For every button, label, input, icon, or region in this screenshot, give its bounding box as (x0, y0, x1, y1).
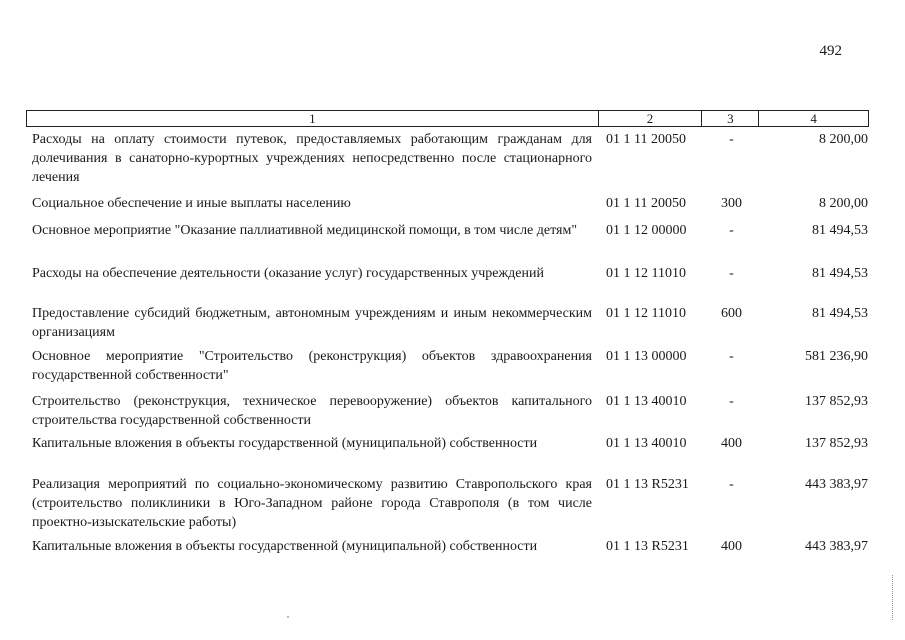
table-header (26, 110, 869, 127)
row-code: 01 1 12 00000 (606, 223, 687, 238)
row-type: - (729, 132, 734, 147)
row-type: - (729, 266, 734, 281)
row-description: Основное мероприятие "Строительство (реконструкция) объектов здравоохранения государственной собственности" (32, 349, 592, 383)
row-type: 600 (721, 306, 742, 321)
row-type: 400 (721, 539, 742, 554)
row-code: 01 1 12 11010 (606, 306, 686, 321)
row-description: Основное мероприятие "Оказание паллиативной медицинской помощи, в том числе детям" (32, 223, 578, 238)
row-description: Капитальные вложения в объекты государственной (муниципальной) собственности (32, 436, 538, 451)
row-type: - (729, 394, 734, 409)
row-amount: 8 200,00 (819, 132, 868, 147)
row-code: 01 1 13 40010 (606, 394, 687, 409)
row-amount: 81 494,53 (812, 266, 868, 281)
row-amount: 137 852,93 (805, 394, 868, 409)
row-amount: 81 494,53 (812, 306, 868, 321)
header-col-2: 2 (599, 111, 703, 126)
page-number: 492 (819, 43, 842, 59)
row-amount: 443 383,97 (805, 539, 868, 554)
row-type: - (729, 349, 734, 364)
row-code: 01 1 13 40010 (606, 436, 687, 451)
row-amount: 137 852,93 (805, 436, 868, 451)
header-col-4: 4 (810, 111, 817, 126)
row-description: Расходы на оплату стоимости путевок, предоставляемых работающим гражданам для долечивания в санаторно-курортных учреждениях непосредственно после стационарного лечения (32, 132, 592, 185)
row-code: 01 1 11 20050 (606, 132, 686, 147)
scan-edge-marks (892, 575, 896, 620)
row-code: 01 1 12 11010 (606, 266, 686, 281)
row-code: 01 1 13 R5231 (606, 477, 689, 492)
row-code: 01 1 11 20050 (606, 196, 686, 211)
scan-speck (287, 616, 289, 618)
header-col-3: 3 (702, 111, 759, 126)
row-description: Социальное обеспечение и иные выплаты населению (32, 196, 351, 211)
row-type: - (729, 477, 734, 492)
row-type: 300 (721, 196, 742, 211)
row-amount: 81 494,53 (812, 223, 868, 238)
row-code: 01 1 13 R5231 (606, 539, 689, 554)
header-col-1: 1 (27, 111, 599, 126)
row-description: Предоставление субсидий бюджетным, автономным учреждениям и иным некоммерческим организациям (32, 306, 592, 340)
row-code: 01 1 13 00000 (606, 349, 687, 364)
row-description: Расходы на обеспечение деятельности (оказание услуг) государственных учреждений (32, 266, 544, 281)
row-description: Реализация мероприятий по социально-экономическому развитию Ставропольского края (строительство поликлиники в Юго-Западном районе города Ставрополя (в том числе проектно-изыскательские работы) (32, 477, 592, 530)
row-amount: 443 383,97 (805, 477, 868, 492)
row-amount: 581 236,90 (805, 349, 868, 364)
row-description: Капитальные вложения в объекты государственной (муниципальной) собственности (32, 539, 538, 554)
row-type: 400 (721, 436, 742, 451)
row-type: - (729, 223, 734, 238)
row-amount: 8 200,00 (819, 196, 868, 211)
row-description: Строительство (реконструкция, техническое перевооружение) объектов капитального строительства государственной собственности (32, 394, 592, 428)
